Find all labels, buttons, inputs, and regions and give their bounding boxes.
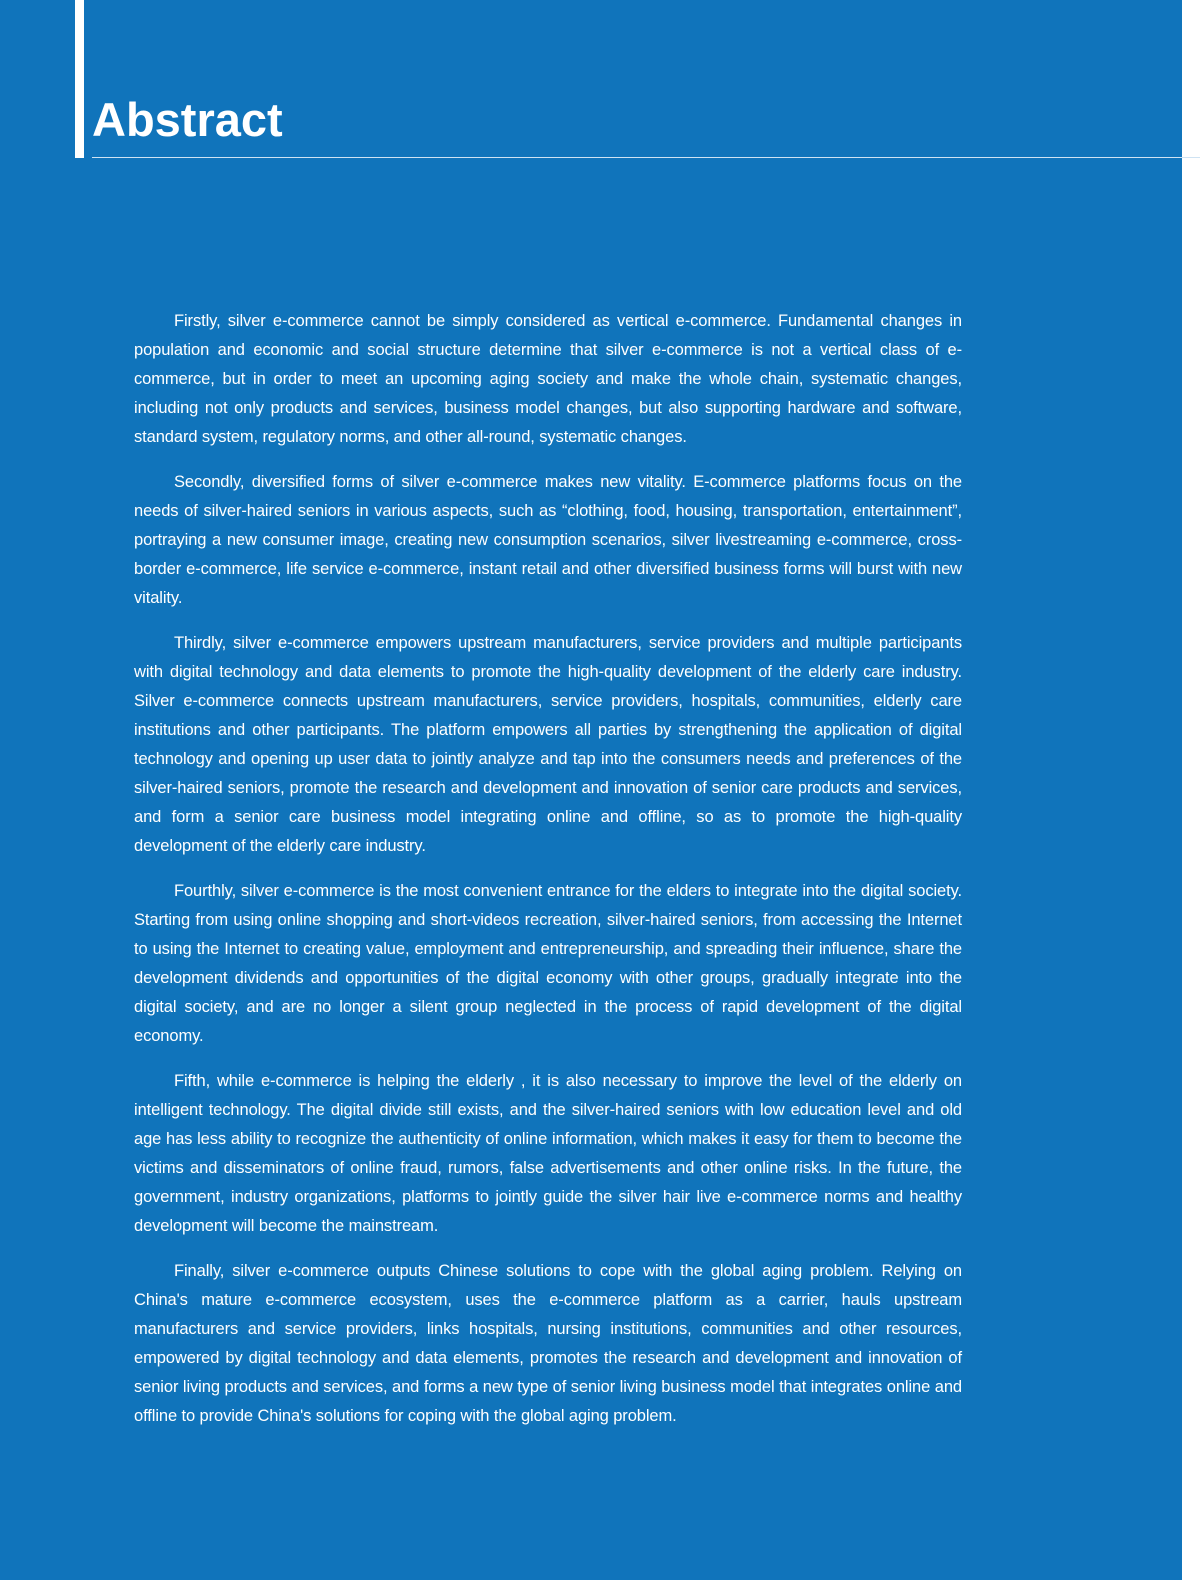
abstract-paragraph-6: Finally, silver e-commerce outputs Chinese solutions to cope with the global aging problem. Relying on China's mature e-commerce ecosystem, uses the e-commerce platform as a carrier, hauls upstream manufacturers and service providers, links hospitals, nursing institutions, communities and other resources, empowered by digital technology and data elements, promotes the research and development and innovation of senior living products and services, and forms a new type of senior living business model that integrates online and offline to provide China's solutions for coping with the global aging problem. — [134, 1262, 962, 1425]
abstract-paragraph-4: Fourthly, silver e-commerce is the most convenient entrance for the elders to integrate into the digital society. Starting from using online shopping and short-videos recreation, silver-haired seniors, from accessing the Internet to using the Internet to creating value, employment and entrepreneurship, and spreading their influence, share the development dividends and opportunities of the digital economy with other groups, gradually integrate into the digital society, and are no longer a silent group neglected in the process of rapid development of the digital economy. — [134, 882, 962, 1045]
abstract-body — [134, 307, 962, 1447]
page-title: Abstract — [92, 93, 283, 146]
abstract-paragraph-5: Fifth, while e-commerce is helping the elderly , it is also necessary to improve the level of the elderly on intelligent technology. The digital divide still exists, and the silver-haired seniors with low education level and old age has less ability to recognize the authenticity of online information, which makes it easy for them to become the victims and disseminators of online fraud, rumors, false advertisements and other online risks. In the future, the government, industry organizations, platforms to jointly guide the silver hair live e-commerce norms and healthy development will become the mainstream. — [134, 1072, 962, 1235]
title-divider — [92, 157, 1200, 158]
abstract-paragraph-1: Firstly, silver e-commerce cannot be simply considered as vertical e-commerce. Fundamental changes in population and economic and social structure determine that silver e-commerce is not a vertical class of e-commerce, but in order to meet an upcoming aging society and make the whole chain, systematic changes, including not only products and services, business model changes, but also supporting hardware and software, standard system, regulatory norms, and other all-round, systematic changes. — [134, 312, 962, 446]
abstract-paragraph-3: Thirdly, silver e-commerce empowers upstream manufacturers, service providers and multiple participants with digital technology and data elements to promote the high-quality development of the elderly care industry. Silver e-commerce connects upstream manufacturers, service providers, hospitals, communities, elderly care institutions and other participants. The platform empowers all parties by strengthening the application of digital technology and opening up user data to jointly analyze and tap into the consumers needs and preferences of the silver-haired seniors, promote the research and development and innovation of senior care products and services, and form a senior care business model integrating online and offline, so as to promote the high-quality development of the elderly care industry. — [134, 634, 962, 855]
abstract-paragraph-2: Secondly, diversified forms of silver e-commerce makes new vitality. E-commerce platforms focus on the needs of silver-haired seniors in various aspects, such as “clothing, food, housing, transportation, entertainment”, portraying a new consumer image, creating new consumption scenarios, silver livestreaming e-commerce, cross-border e-commerce, life service e-commerce, instant retail and other diversified business forms will burst with new vitality. — [134, 473, 962, 607]
title-accent-bar — [75, 0, 84, 158]
